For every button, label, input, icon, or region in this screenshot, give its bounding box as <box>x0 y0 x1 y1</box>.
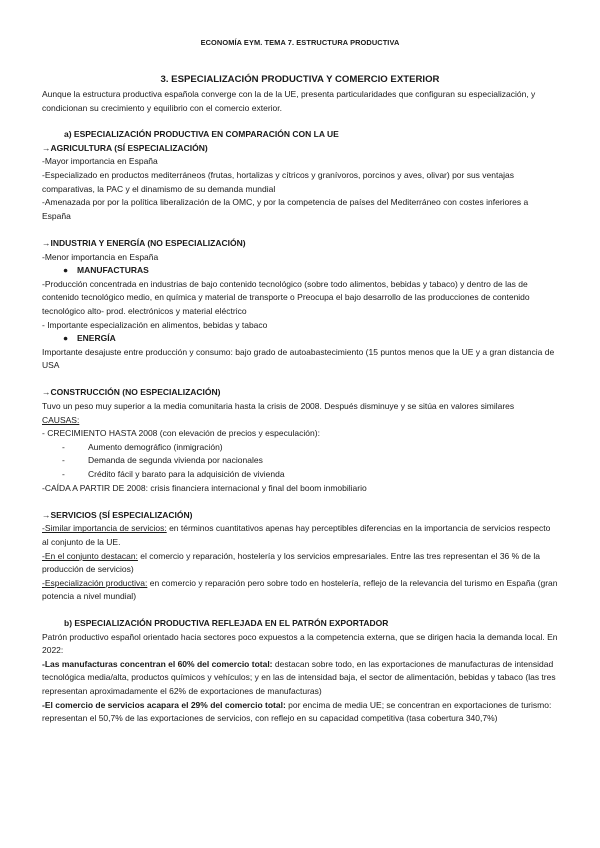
services-text: en términos cuantitativos apenas hay perceptibles diferencias en la importancia de servicios respecto al conjunto de la UE. <box>42 523 551 547</box>
agriculture-line: -Especializado en productos mediterráneos (frutas, hortalizas y cítricos y granívoros, porcinos y aves, olivar) por sus ventajas comparativas, la PAC y el dinamismo de su demanda mundial <box>42 169 514 194</box>
services-text: el comercio y reparación, hostelería y los servicios empresariales. Entre las tres representan el 36 % de la producción de servicios) <box>42 550 540 575</box>
dash-item: - Aumento demográfico (inmigración) <box>62 441 223 452</box>
section-title: 3. ESPECIALIZACIÓN PRODUCTIVA Y COMERCIO EXTERIOR <box>160 74 440 85</box>
industry-line: -Menor importancia en España <box>42 251 159 262</box>
export-line: Patrón productivo español orientado hacia sectores poco expuestos a la competencia externa, que se dirigen hacia la demanda local. En 2022: <box>42 631 558 656</box>
services-text: en comercio y reparación pero sobre todo en hostelería, reflejo de la relevancia del turismo en España (gran potencia a nivel mundial) <box>42 577 558 602</box>
export-text: por encima de media UE; se concentran en exportaciones de turismo: representan el 50,7% de las exportaciones de servicios, con reflejo en su capacidad competitiva (tasa cobertura 340,7%) <box>42 699 552 724</box>
construction-title: →CONSTRUCCIÓN (NO ESPECIALIZACIÓN) <box>42 387 221 398</box>
construction-line: Tuvo un peso muy superior a la media comunitaria hasta la crisis de 2008. Después disminuye y se sitúa en valores similares <box>42 401 515 412</box>
bullet-item <box>63 332 558 346</box>
export-lead: -Las manufacturas concentran el 60% del comercio total: <box>42 658 273 669</box>
energia-title: ENERGÍA <box>77 333 116 344</box>
dash-item: - Crédito fácil y barato para la adquisición de vivienda <box>62 469 285 480</box>
dash-item: - Demanda de segunda vivienda por nacionales <box>62 455 263 466</box>
services-lead: -En el conjunto destacan: <box>42 550 138 561</box>
dash-item-text: Aumento demográfico (inmigración) <box>88 441 223 452</box>
intro-paragraph: Aunque la estructura productiva española converge con la de la UE, presenta particularidades que configuran su especialización, y condicionan su crecimiento y equilibrio con el comercio exterior. <box>42 89 536 113</box>
dash-item-text: Crédito fácil y barato para la adquisición de vivienda <box>88 469 285 480</box>
industry-line: Importante desajuste entre producción y consumo: bajo grado de autoabastecimiento (15 puntos menos que la UE y a gran distancia de USA <box>42 346 555 371</box>
services-lead: -Especialización productiva: <box>42 577 148 588</box>
agriculture-title: →AGRICULTURA (SÍ ESPECIALIZACIÓN) <box>42 142 208 153</box>
agriculture-line: -Mayor importancia en España <box>42 156 158 167</box>
services-line <box>42 522 558 549</box>
construction-line: - CRECIMIENTO HASTA 2008 (con elevación de precios y especulación): <box>42 428 320 439</box>
subsection-b-title: b) ESPECIALIZACIÓN PRODUCTIVA REFLEJADA EN EL PATRÓN EXPORTADOR <box>64 617 389 628</box>
export-line <box>42 699 558 726</box>
document-page <box>42 38 558 726</box>
export-lead: -El comercio de servicios acapara el 29% del comercio total: <box>42 699 286 710</box>
causas-label <box>42 414 558 428</box>
industry-line: -Producción concentrada en industrias de bajo contenido tecnológico (sobre todo alimentos, bebidas y tabaco) y dentro de las de contenido tecnológico medio, en química y material de transporte o Preocupa el bajo desarrollo de las producciones de contenido tecnológico alto- prod. electrónicos y material eléctrico <box>42 278 530 316</box>
bullet-dot-icon: ● <box>63 265 69 276</box>
subsection-a-title: a) ESPECIALIZACIÓN PRODUCTIVA EN COMPARACIÓN CON LA UE <box>64 129 339 140</box>
bullet-item <box>63 264 558 278</box>
services-line <box>42 577 558 604</box>
export-text: destacan sobre todo, en las exportaciones de manufacturas de intensidad tecnológica media/alta, productos químicos y vehículos; y en las de intensidad baja, el sector de alimentación, bebidas y tabaco (las tres representan aproximadamente el 62% de exportaciones de manufacturas) <box>42 658 556 696</box>
services-line <box>42 550 558 577</box>
bullet-dot-icon: ● <box>63 333 69 344</box>
export-line <box>42 658 558 699</box>
agriculture-line: -Amenazada por por la política liberalización de la OMC, y por la competencia de países del Mediterráneo con costes inferiores a España <box>42 197 529 221</box>
causas-underline: CAUSAS: <box>42 414 80 425</box>
dash-item-text: Demanda de segunda vivienda por nacionales <box>88 455 263 466</box>
industry-title: →INDUSTRIA Y ENERGÍA (NO ESPECIALIZACIÓN) <box>42 237 246 248</box>
industry-line: - Importante especialización en alimentos, bebidas y tabaco <box>42 319 268 330</box>
services-lead: -Similar importancia de servicios: <box>42 523 167 534</box>
document-header: ECONOMÍA EYM. TEMA 7. ESTRUCTURA PRODUCTIVA <box>200 38 400 47</box>
construction-line: -CAÍDA A PARTIR DE 2008: crisis financiera internacional y final del boom inmobiliario <box>42 482 367 493</box>
manufacturas-title: MANUFACTURAS <box>77 265 149 276</box>
services-title: →SERVICIOS (SÍ ESPECIALIZACIÓN) <box>42 509 193 520</box>
